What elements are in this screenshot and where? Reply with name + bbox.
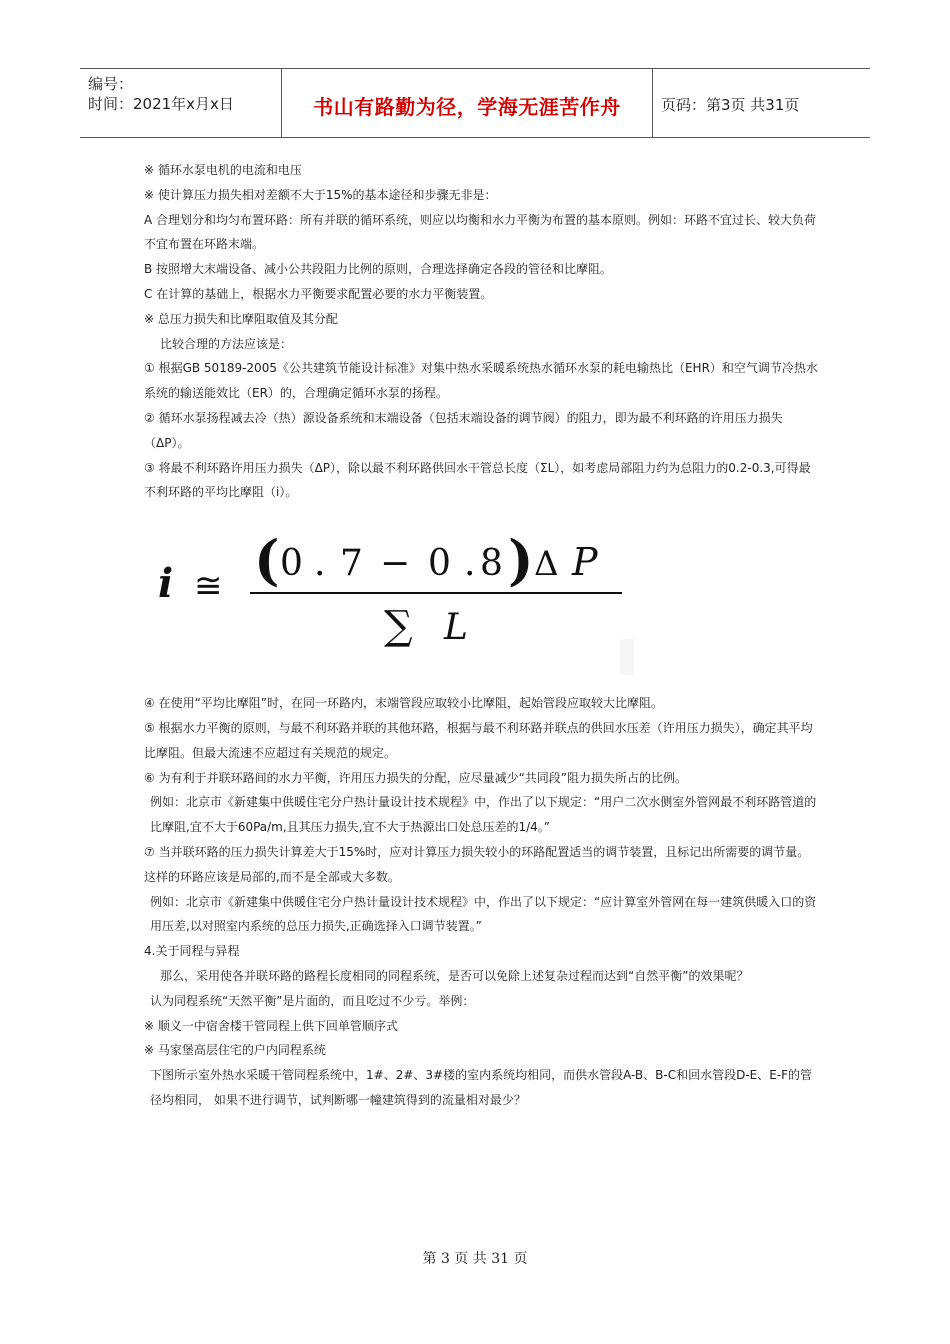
date-label: 时间：2021年x月x日 <box>88 95 234 113</box>
formula-open-paren: ( <box>254 528 280 593</box>
paragraph: ※ 马家堡高层住宅的户内同程系统 <box>144 1043 326 1058</box>
formula-image <box>144 505 820 691</box>
formula-digit: 8 <box>480 543 503 585</box>
header-page-number: 页码：第3页 共31页 <box>661 96 800 114</box>
paragraph: 例如：北京市《新建集中供暖住宅分户热计量设计技术规程》中，作出了以下规定：“应计算室外管网在每一建筑供暖入口的资用压差,以对照室内系统的总压力损失,正确选择入口调节装置。” <box>150 894 817 934</box>
section-heading: 4.关于同程与异程 <box>144 944 240 959</box>
header-motto: 书山有路勤为径，学海无涯苦作舟 <box>313 95 621 119</box>
paragraph: ※ 顺义一中宿舍楼干管同程上供下回单管顺序式 <box>144 1018 398 1033</box>
paragraph: ③ 将最不利环路许用压力损失（ΔP），除以最不利环路供回水干管总长度（ΣL），如考虑局部阻力约为总阻力的0.2-0.3,可得最不利环路的平均比摩阻（i）。 <box>144 460 811 500</box>
paragraph: B 按照增大末端设备、减小公共段阻力比例的原则，合理选择确定各段的管径和比摩阻。 <box>144 262 613 277</box>
document-body <box>144 158 820 1113</box>
paragraph: ① 根据GB 50189-2005《公共建筑节能设计标准》对集中热水采暖系统热水循环水泵的耗电输热比（EHR）和空气调节冷热水系统的输送能效比（ER）的，合理确定循环水泵的扬程。 <box>144 361 818 401</box>
formula-sigma: ∑ <box>384 603 413 650</box>
paragraph: ④ 在使用“平均比摩阻”时，在同一环路内，末端管段应取较小比摩阻，起始管段应取较大比摩阻。 <box>144 696 664 711</box>
serial-number-label: 编号： <box>88 75 134 93</box>
formula-relation: ≅ <box>194 566 223 607</box>
formula-close-paren: ) <box>508 528 534 593</box>
paragraph: ② 循环水泵扬程减去冷（热）源设备系统和末端设备（包括末端设备的调节阀）的阻力，即为最不利环路的许用压力损失（ΔP）。 <box>144 410 783 450</box>
page-header <box>80 68 870 138</box>
formula-digit: 0 <box>280 543 303 585</box>
paragraph: ※ 循环水泵电机的电流和电压 <box>144 163 302 177</box>
formula-dot: . <box>464 543 476 585</box>
page-footer: 第 3 页 共 31 页 <box>422 1251 528 1267</box>
formula-delta: Δ <box>534 544 559 585</box>
paragraph: ※ 总压力损失和比摩阻取值及其分配 <box>144 311 338 326</box>
paragraph: 认为同程系统“天然平衡”是片面的，而且吃过不少亏。举例： <box>150 993 475 1008</box>
formula-svg <box>144 505 824 691</box>
formula-digit: 7 <box>340 543 363 585</box>
paragraph: ※ 使计算压力损失相对差额不大于15%的基本途径和步骤无非是： <box>144 187 497 202</box>
paragraph: 下图所示室外热水采暖干管同程系统中，1#、2#、3#楼的室内系统均相同，而供水管段A-B、B-C和回水管段D-E、E-F的管径均相同， 如果不进行调节，试判断哪一幢建筑得到的流量相对最少？ <box>150 1068 813 1107</box>
paragraph: ⑤ 根据水力平衡的原则，与最不利环路并联的其他环路，根据与最不利环路并联点的供回水压差（许用压力损失），确定其平均比摩阻。但最大流速不应超过有关规范的规定。 <box>144 720 813 760</box>
paragraph: A 合理划分和均匀布置环路：所有并联的循环系统，则应以均衡和水力平衡为布置的基本原则。例如：环路不宜过长、较大负荷不宜布置在环路末端。 <box>144 212 817 252</box>
paragraph: ⑦ 当并联环路的压力损失计算差大于15%时，应对计算压力损失较小的环路配置适当的调节装置，且标记出所需要的调节量。这样的环路应该是局部的,而不是全部或大多数。 <box>144 844 810 884</box>
scan-artifact <box>620 639 634 675</box>
paragraph: C 在计算的基础上，根据水力平衡要求配置必要的水力平衡装置。 <box>144 286 493 301</box>
paragraph: ⑥ 为有利于并联环路间的水力平衡，许用压力损失的分配，应尽量减少“共同段”阻力损失所占的比例。 <box>144 770 688 785</box>
formula-digit: 0 <box>428 543 451 585</box>
header-meta-cell <box>80 69 282 137</box>
formula-lhs: i <box>158 560 174 608</box>
header-page-cell <box>653 69 870 137</box>
formula-l: L <box>444 607 468 649</box>
formula-dot: . <box>314 543 326 585</box>
header-motto-cell <box>282 69 653 137</box>
paragraph: 例如：北京市《新建集中供暖住宅分户热计量设计技术规程》中，作出了以下规定：“用户二次水侧室外管网最不利环路管道的比摩阻,宜不大于60Pa/m,且其压力损失,宜不大于热源出口处总压差的1/4。” <box>150 795 817 835</box>
formula-minus: − <box>380 543 411 585</box>
formula-p: P <box>572 540 598 585</box>
paragraph: 那么，采用使各并联环路的路程长度相同的同程系统，是否可以免除上述复杂过程而达到“自然平衡”的效果呢？ <box>160 968 749 983</box>
paragraph: 比较合理的方法应该是： <box>160 336 293 351</box>
